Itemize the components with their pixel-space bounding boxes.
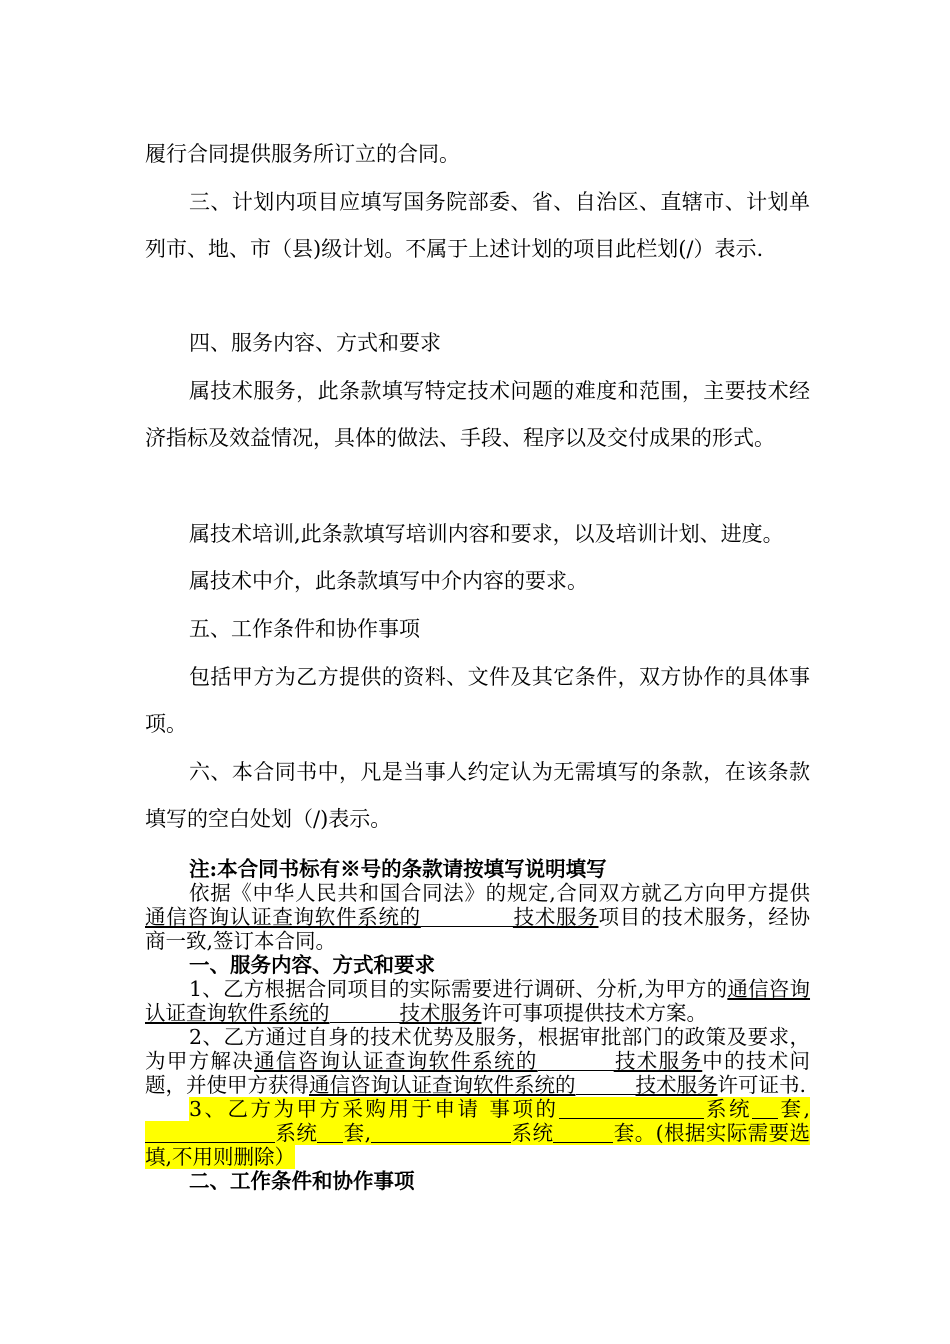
blank-line	[576, 1074, 636, 1096]
blank-line	[371, 1122, 511, 1144]
paragraph-tech-training: 属技术培训,此条款填写培训内容和要求，以及培训计划、进度。	[189, 522, 784, 546]
item-2	[145, 1025, 810, 1097]
text-run: 系统	[703, 1097, 752, 1121]
item-1	[145, 977, 810, 1025]
underlined-field: 技术服务	[635, 1073, 718, 1097]
note-line: 注:本合同书标有※号的条款请按填写说明填写	[189, 857, 607, 881]
text-run: 系统	[511, 1121, 554, 1145]
underlined-field: 技术服务	[399, 1001, 482, 1025]
heading-1: 一、服务内容、方式和要求	[189, 953, 435, 977]
underlined-field: 通信咨询认证查询软件系统的	[254, 1049, 538, 1073]
blank-line	[330, 1002, 400, 1024]
text-run: 系统	[275, 1121, 318, 1145]
blank-line	[752, 1098, 778, 1120]
paragraph: 履行合同提供服务所订立的合同。	[145, 142, 460, 166]
underlined-field: 技术服务	[512, 905, 599, 929]
underlined-field: 通信咨询认证查询软件系统的	[145, 905, 421, 929]
highlighted-text	[145, 1097, 810, 1169]
underlined-field: 技术服务	[613, 1049, 703, 1073]
blank-line	[421, 906, 513, 928]
blank-line	[538, 1050, 614, 1072]
text-run: 项目的技术服务，经协商一致,签订本合同。	[145, 905, 811, 953]
heading-2: 二、工作条件和协作事项	[189, 1169, 415, 1193]
text-run: 许可事项提供技术方案。	[481, 1001, 707, 1025]
heading-service-content: 四、服务内容、方式和要求	[189, 331, 441, 355]
text-run: 套,	[343, 1121, 372, 1145]
text-run: 依据《中华人民共和国合同法》的规定,合同双方就乙方向甲方提供	[189, 881, 810, 905]
text-run: 2、乙方通过自身的技术优势及服务，根据审批部门的政策及要求，为甲方解决	[145, 1025, 810, 1073]
paragraph-planned-items: 三、计划内项目应填写国务院部委、省、自治区、直辖市、计划单列市、地、市（县)级计划。不属于上述计划的项目此栏划(/）表示.	[145, 190, 810, 261]
underlined-field: 通信咨询认证查询软件系统的	[309, 1073, 576, 1097]
paragraph-blank-clauses: 六、本合同书中，凡是当事人约定认为无需填写的条款，在该条款填写的空白处划（/)表示。	[145, 760, 810, 831]
text-run: 许可证书.	[717, 1073, 807, 1097]
text-run: 中的技术问题，并使甲方获得	[145, 1049, 811, 1097]
contract-intro	[145, 881, 810, 953]
blank-line	[145, 1122, 275, 1144]
paragraph-tech-intermediary: 属技术中介，此条款填写中介内容的要求。	[189, 569, 588, 593]
paragraph-materials: 包括甲方为乙方提供的资料、文件及其它条件，双方协作的具体事项。	[145, 665, 810, 736]
text-run: 套,	[778, 1097, 811, 1121]
paragraph-tech-service: 属技术服务，此条款填写特定技术问题的难度和范围，主要技术经济指标及效益情况，具体的做法、手段、程序以及交付成果的形式。	[145, 379, 810, 450]
underlined-field: 通信咨询认证查询软件系统的	[145, 977, 811, 1025]
blank-line	[317, 1122, 343, 1144]
blank-line	[559, 1098, 704, 1120]
item-3-highlighted	[145, 1097, 810, 1169]
text-run: 套。(根据实际需要选填,不用则删除）	[145, 1121, 811, 1169]
blank-line	[553, 1122, 613, 1144]
text-run: 1、乙方根据合同项目的实际需要进行调研、分析,为甲方的	[189, 977, 728, 1001]
heading-work-conditions: 五、工作条件和协作事项	[189, 617, 420, 641]
text-run: 3、乙方为甲方采购用于申请 事项的	[189, 1097, 559, 1121]
